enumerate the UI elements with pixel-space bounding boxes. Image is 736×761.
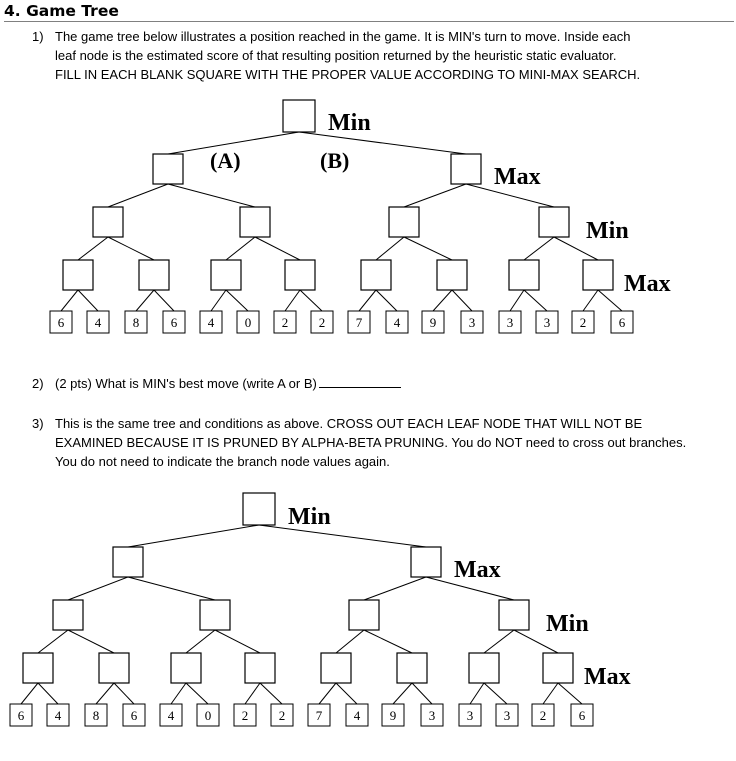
question-3-line-1: This is the same tree and conditions as above. CROSS OUT EACH LEAF NODE THAT WILL NOT BE — [55, 416, 643, 431]
blank-node-box-level-3[interactable] — [499, 600, 529, 630]
tree-edge — [404, 237, 452, 260]
tree-edge — [108, 237, 154, 260]
leaf-value: 0 — [204, 708, 212, 723]
question-1-number: 1) — [32, 29, 44, 44]
leaf-value: 3 — [506, 315, 514, 330]
leaf-value: 6 — [170, 315, 178, 330]
tree-edge — [78, 237, 108, 260]
blank-node-box-level-4[interactable] — [361, 260, 391, 290]
tree-edge — [136, 290, 154, 311]
tree-edge — [215, 630, 260, 653]
leaf-value: 8 — [92, 708, 100, 723]
blank-node-box-level-4[interactable] — [171, 653, 201, 683]
leaf-value: 4 — [167, 708, 175, 723]
tree-edge — [364, 630, 412, 653]
tree-edge — [260, 683, 282, 704]
leaf-value: 2 — [539, 708, 547, 723]
leaf-value: 7 — [355, 315, 363, 330]
question-2-text: (2 pts) What is MIN's best move (write A or B) — [55, 376, 317, 391]
blank-node-box-level-4[interactable] — [245, 653, 275, 683]
tree-edge — [259, 525, 426, 547]
blank-node-box-level-3[interactable] — [539, 207, 569, 237]
leaf-value: 3 — [466, 708, 474, 723]
blank-node-box-level-2[interactable] — [411, 547, 441, 577]
tree-edge — [128, 525, 259, 547]
question-3-number: 3) — [32, 416, 44, 431]
blank-node-box-level-4[interactable] — [397, 653, 427, 683]
tree-edge — [226, 290, 248, 311]
section-title: 4. Game Tree — [4, 2, 734, 22]
level-label-min: Min — [328, 110, 371, 136]
leaf-value: 2 — [278, 708, 286, 723]
blank-node-box-level-3[interactable] — [349, 600, 379, 630]
tree-edge — [154, 290, 174, 311]
tree-edge — [319, 683, 336, 704]
blank-node-box-level-4[interactable] — [139, 260, 169, 290]
blank-node-box-level-4[interactable] — [543, 653, 573, 683]
tree-edge — [583, 290, 598, 311]
leaf-value: 6 — [17, 708, 25, 723]
level-label-max: Max — [624, 271, 671, 297]
leaf-value: 4 — [94, 315, 102, 330]
leaf-value: 4 — [54, 708, 62, 723]
blank-node-box-level-4[interactable] — [509, 260, 539, 290]
blank-node-box-level-2[interactable] — [113, 547, 143, 577]
tree-edge — [359, 290, 376, 311]
answer-blank[interactable] — [319, 386, 401, 388]
tree-edge — [68, 630, 114, 653]
blank-node-box-level-3[interactable] — [53, 600, 83, 630]
leaf-value: 3 — [468, 315, 476, 330]
leaf-value: 4 — [393, 315, 401, 330]
blank-node-box-level-4[interactable] — [63, 260, 93, 290]
tree-edge — [558, 683, 582, 704]
tree-edge — [78, 290, 98, 311]
blank-node-box-level-2[interactable] — [153, 154, 183, 184]
blank-node-box-level-1[interactable] — [243, 493, 275, 525]
tree-edge — [61, 290, 78, 311]
tree-edge — [484, 683, 507, 704]
leaf-value: 3 — [503, 708, 511, 723]
tree-edge — [404, 184, 466, 207]
minimax-tree — [0, 95, 736, 345]
question-3-line-2: EXAMINED BECAUSE IT IS PRUNED BY ALPHA-BETA PRUNING. You do NOT need to cross out branches. — [55, 435, 687, 450]
tree-edge — [108, 184, 168, 207]
leaf-value: 9 — [389, 708, 397, 723]
tree-edge — [510, 290, 524, 311]
tree-edge — [21, 683, 38, 704]
tree-edge — [168, 184, 255, 207]
tree-edge — [412, 683, 432, 704]
leaf-value: 2 — [241, 708, 249, 723]
blank-node-box-level-4[interactable] — [285, 260, 315, 290]
level-label-min: Min — [586, 218, 629, 244]
tree-edge — [38, 683, 58, 704]
leaf-value: 3 — [543, 315, 551, 330]
tree-edge — [186, 683, 208, 704]
level-label-max: Max — [454, 557, 501, 583]
blank-node-box-level-4[interactable] — [211, 260, 241, 290]
question-1-line-3: FILL IN EACH BLANK SQUARE WITH THE PROPER VALUE ACCORDING TO MINI-MAX SEARCH. — [55, 67, 641, 82]
question-1-line-1: The game tree below illustrates a position reached in the game. It is MIN's turn to move. Inside each — [55, 29, 631, 44]
question-1 — [32, 28, 732, 86]
tree-edge — [484, 630, 514, 653]
blank-node-box-level-2[interactable] — [451, 154, 481, 184]
leaf-value: 6 — [578, 708, 586, 723]
move-label-b: (B) — [320, 148, 350, 173]
tree-edge — [524, 290, 547, 311]
leaf-value: 2 — [281, 315, 289, 330]
tree-edge — [376, 237, 404, 260]
leaf-value: 6 — [130, 708, 138, 723]
leaf-value: 3 — [428, 708, 436, 723]
alpha-beta-tree — [0, 488, 736, 738]
leaf-value: 2 — [318, 315, 326, 330]
tree-edge — [285, 290, 300, 311]
tree-edge — [433, 290, 452, 311]
tree-edge — [336, 683, 357, 704]
tree-edge — [470, 683, 484, 704]
tree-edge — [364, 577, 426, 600]
blank-node-box-level-4[interactable] — [437, 260, 467, 290]
blank-node-box-level-4[interactable] — [23, 653, 53, 683]
level-label-min: Min — [288, 504, 331, 530]
tree-edge — [114, 683, 134, 704]
tree-edge — [524, 237, 554, 260]
blank-node-box-level-1[interactable] — [283, 100, 315, 132]
tree-edge — [226, 237, 255, 260]
blank-node-box-level-4[interactable] — [469, 653, 499, 683]
leaf-value: 6 — [57, 315, 65, 330]
blank-node-box-level-4[interactable] — [583, 260, 613, 290]
tree-edge — [336, 630, 364, 653]
question-3-line-3: You do not need to indicate the branch node values again. — [55, 454, 390, 469]
level-label-min: Min — [546, 611, 589, 637]
tree-edge — [543, 683, 558, 704]
tree-edge — [38, 630, 68, 653]
leaf-value: 2 — [579, 315, 587, 330]
question-3 — [32, 415, 732, 473]
level-label-max: Max — [494, 164, 541, 190]
question-2-line — [55, 375, 401, 394]
tree-edge — [211, 290, 226, 311]
tree-edge — [245, 683, 260, 704]
question-1-line-2: leaf node is the estimated score of that resulting position returned by the heuristic static evaluator. — [55, 48, 617, 63]
tree-edge — [393, 683, 412, 704]
leaf-value: 7 — [315, 708, 323, 723]
tree-edge — [300, 290, 322, 311]
blank-node-box-level-3[interactable] — [200, 600, 230, 630]
tree-edge — [186, 630, 215, 653]
blank-node-box-level-4[interactable] — [99, 653, 129, 683]
leaf-value: 9 — [429, 315, 437, 330]
leaf-value: 0 — [244, 315, 252, 330]
blank-node-box-level-3[interactable] — [389, 207, 419, 237]
leaf-value: 8 — [132, 315, 140, 330]
level-label-max: Max — [584, 664, 631, 690]
tree-edge — [96, 683, 114, 704]
question-2 — [32, 375, 732, 395]
tree-edge — [452, 290, 472, 311]
tree-edge — [68, 577, 128, 600]
tree-edge — [128, 577, 215, 600]
tree-edge — [255, 237, 300, 260]
tree-edge — [376, 290, 397, 311]
leaf-value: 6 — [618, 315, 626, 330]
leaf-value: 4 — [353, 708, 361, 723]
blank-node-box-level-3[interactable] — [93, 207, 123, 237]
question-2-number: 2) — [32, 376, 44, 391]
tree-edge — [598, 290, 622, 311]
blank-node-box-level-3[interactable] — [240, 207, 270, 237]
leaf-value: 4 — [207, 315, 215, 330]
move-label-a: (A) — [210, 148, 241, 173]
blank-node-box-level-4[interactable] — [321, 653, 351, 683]
tree-edge — [171, 683, 186, 704]
